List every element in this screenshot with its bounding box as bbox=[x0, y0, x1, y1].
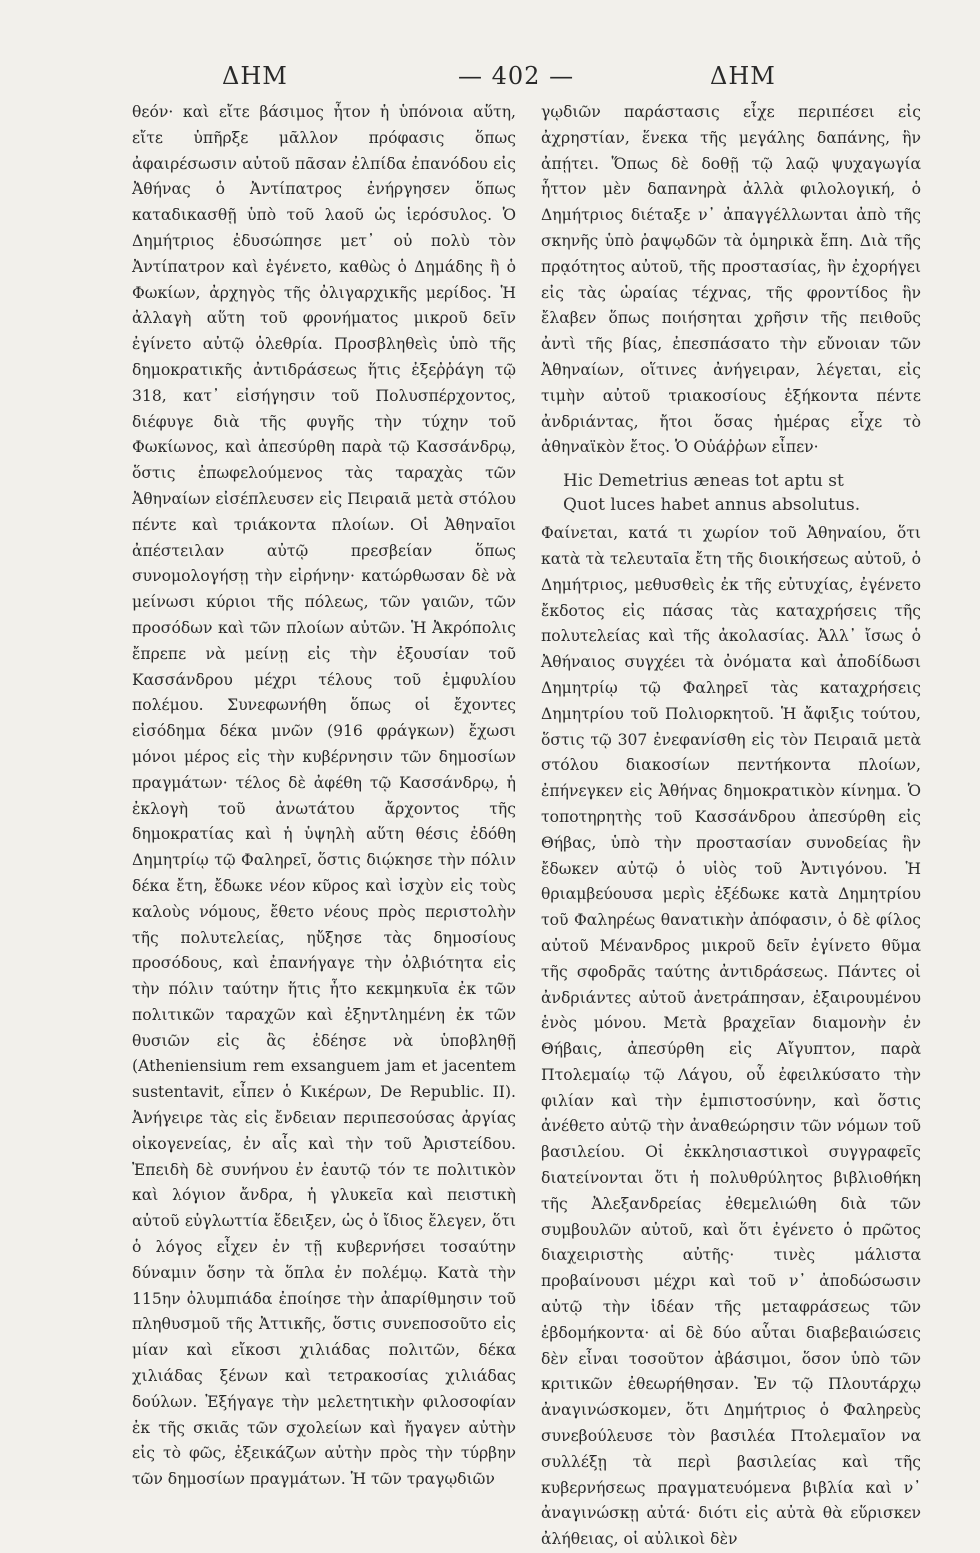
header-right-word: ΔΗΜ bbox=[710, 62, 776, 90]
running-header bbox=[130, 62, 830, 94]
right-column-text-bottom: Φαίνεται, κατά τι χωρίον τοῦ Ἀθηναίου, ὅτι κατὰ τὰ τελευταῖα ἔτη τῆς διοικήσεως αὐτοῦ, ὁ Δημήτριος, μεθυσθεὶς ἐκ τῆς εὐτυχίας, ἐγένετο ἔκδοτος εἰς πάσας τὰς καταχρήσεις τῆς πολυτελείας καὶ τῆς ἀκολασίας. Ἀλλ᾽ ἴσως ὁ Ἀθήναιος συγχέει τὰ ὀνόματα καὶ ἀποδίδωσι Δημητρίῳ τῷ Φαληρεῖ τὰς καταχρήσεις Δημητρίου τοῦ Πολιορκητοῦ. Ἡ ἄφιξις τούτου, ὅστις τῷ 307 ἐνεφανίσθη εἰς τὸν Πειραιᾶ μετὰ στόλου διακοσίων πεντήκοντα πλοίων, ἐπήνεγκεν εἰς Ἀθήνας δημοκρατικὸν κίνημα. Ὁ τοποτηρητὴς τοῦ Κασσάνδρου ἀπεσύρθη εἰς Θήβας, ὑπὸ τὴν προστασίαν συνοδείας ἣν ἔδωκεν αὐτῷ ὁ υἱὸς τοῦ Ἀντιγόνου. Ἡ θριαμβεύουσα μερὶς ἐξέδωκε κατὰ Δημητρίου τοῦ Φαληρέως θανατικὴν ἀπόφασιν, ὁ δὲ φίλος αὐτοῦ Μένανδρος μικροῦ δεῖν ἐγίνετο θῦμα τῆς σφοδρᾶς ταύτης ἀντιδράσεως. Πάντες οἱ ἀνδριάντες αὐτοῦ ἀνετράπησαν, ἐξαιρουμένου ἑνὸς μόνου. Μετὰ βραχεῖαν διαμονὴν ἐν Θήβαις, ἀπεσύρθη εἰς Αἴγυπτον, παρὰ Πτολεμαίῳ τῷ Λάγου, οὗ ἐφειλκύσατο τὴν φιλίαν καὶ τὴν ἐμπιστοσύνην, καὶ ὅστις ἀνέθετο αὐτῷ τὴν ἀναθεώρησιν τῶν νόμων τοῦ βασιλείου. Οἱ ἐκκλησιαστικοὶ συγγραφεῖς διατείνονται ὅτι ἡ πολυθρύλητος βιβλιοθήκη τῆς Ἀλεξανδρείας ἐθεμελιώθη διὰ τῶν συμβουλῶν αὐτοῦ, καὶ ὅτι ἐγένετο ὁ πρῶτος διαχειριστὴς αὐτῆς· τινὲς μάλιστα προβαίνουσι μέχρι καὶ τοῦ ν᾽ ἀποδώσωσιν αὐτῷ τὴν ἰδέαν τῆς μεταφράσεως τῶν ἑβδομήκοντα· αἱ δὲ δύο αὗται διαβεβαιώσεις δὲν εἶναι τοσοῦτον ἀβάσιμοι, ὅσον ὑπὸ τῶν κριτικῶν ἐθεωρήθησαν. Ἐν τῷ Πλουτάρχῳ ἀναγινώσκομεν, ὅτι Δημήτριος ὁ Φαληρεὺς συνεβούλευσε τὸν βασιλέα Πτολεμαῖον να συλλέξῃ τὰ περὶ βασιλείας καὶ τῆς κυβερνήσεως πραγματευόμενα βιβλία καὶ ν᾽ ἀναγινώσκῃ αὐτά· διότι εἰς αὐτὰ θὰ εὕρισκεν ἀλήθειας, οἱ αὐλικοὶ δὲν bbox=[541, 524, 921, 1549]
latin-verse-line-2: Quot luces habet annus absolutus. bbox=[563, 495, 861, 516]
right-column bbox=[541, 100, 921, 1553]
left-column bbox=[132, 100, 516, 1493]
header-left-word: ΔΗΜ bbox=[222, 62, 288, 90]
right-column-text-top: γῳδιῶν παράστασις εἶχε περιπέσει εἰς ἀχρηστίαν, ἕνεκα τῆς μεγάλης δαπάνης, ἣν ἀπῄτει. Ὅπως δὲ δοθῇ τῷ λαῷ ψυχαγωγία ἧττον μὲν δαπανηρὰ ἀλλὰ φιλολογική, ὁ Δημήτριος διέταξε ν᾽ ἀπαγγέλλωνται ἀπὸ τῆς σκηνῆς ὑπὸ ῥαψῳδῶν τὰ ὁμηρικὰ ἔπη. Διὰ τῆς πρᾳότητος αὐτοῦ, τῆς προστασίας, ἣν ἐχορήγει εἰς τὰς ὡραίας τέχνας, τῆς φροντίδος ἣν ἔλαβεν ὅπως ποιήσηται χρῆσιν τῆς πειθοῦς ἀντὶ τῆς βίας, ἐπεσπάσατο τὴν εὔνοιαν τῶν Ἀθηναίων, οἵτινες ἀνήγειραν, λέγεται, εἰς τιμὴν αὐτοῦ τριακοσίους ἑξήκοντα πέντε ἀνδριάντας, ἤτοι ὅσας ἡμέρας εἶχε τὸ ἀθηναϊκὸν ἔτος. Ὁ Οὐάῤῥων εἶπεν· bbox=[541, 103, 921, 457]
latin-verse-line-1: Hic Demetrius æneas tot aptu st bbox=[563, 471, 844, 492]
page-number: — 402 — bbox=[458, 62, 575, 90]
left-column-text: θεόν· καὶ εἴτε βάσιμος ἦτον ἡ ὑπόνοια αὕτη, εἴτε ὑπῆρξε μᾶλλον πρόφασις ὅπως ἀφαιρέσωσιν αὐτοῦ πᾶσαν ἐλπίδα ἐπανόδου εἰς Ἀθήνας ὁ Ἀντίπατρος ἐνήργησεν ὅπως καταδικασθῇ ὑπὸ τοῦ λαοῦ ὡς ἱερόσυλος. Ὁ Δημήτριος ἐδυσώπησε μετ᾽ οὐ πολὺ τὸν Ἀντίπατρον καὶ ἐγένετο, καθὼς ὁ Δημάδης ἢ ὁ Φωκίων, ἀρχηγὸς τῆς ὀλιγαρχικῆς μερίδος. Ἡ ἀλλαγὴ αὕτη τοῦ φρονήματος μικροῦ δεῖν ἐγίνετο αὐτῷ ὀλεθρία. Προσβληθεὶς ὑπὸ τῆς δημοκρατικῆς ἀντιδράσεως ἥτις ἐξεῤῥάγη τῷ 318, κατ᾽ εἰσήγησιν τοῦ Πολυσπέρχοντος, διέφυγε διὰ τῆς φυγῆς τὴν τύχην τοῦ Φωκίωνος, καὶ ἀπεσύρθη παρὰ τῷ Κασσάνδρῳ, ὅστις ἐπωφελούμενος τὰς ταραχὰς τῶν Ἀθηναίων εἰσέπλευσεν εἰς Πειραιᾶ μετὰ στόλου πέντε καὶ τριάκοντα πλοίων. Οἱ Ἀθηναῖοι ἀπέστειλαν αὐτῷ πρεσβείαν ὅπως συνομολογήσῃ τὴν εἰρήνην· κατώρθωσαν δὲ νὰ μείνωσι κύριοι τῆς πόλεως, τῶν γαιῶν, τῶν προσόδων καὶ τῶν πλοίων αὐτῶν. Ἡ Ἀκρόπολις ἔπρεπε νὰ μείνῃ εἰς τὴν ἐξουσίαν τοῦ Κασσάνδρου μέχρι τέλους τοῦ ἐμφυλίου πολέμου. Συνεφωνήθη ὅπως οἱ ἔχοντες εἰσόδημα δέκα μνῶν (916 φράγκων) ἔχωσι μόνοι μέρος εἰς τὴν κυβέρνησιν τῶν δημοσίων πραγμάτων· τέλος δὲ ἀφέθη τῷ Κασσάνδρῳ, ἡ ἐκλογὴ τοῦ ἀνωτάτου ἄρχοντος τῆς δημοκρατίας καὶ ἡ ὑψηλὴ αὕτη θέσις ἐδόθη Δημητρίῳ τῷ Φαληρεῖ, ὅστις διῴκησε τὴν πόλιν δέκα ἔτη, ἔδωκε νέον κῦρος καὶ ἰσχὺν εἰς τοὺς καλοὺς νόμους, ἔθετο νέους πρὸς περιστολὴν τῆς πολυτελείας, ηὔξησε τὰς δημοσίους προσόδους, καὶ ἐπανήγαγε τὴν ὀλβιότητα εἰς τὴν πόλιν ταύτην ἥτις ἦτο κεκμηκυῖα ἐκ τῶν πολιτικῶν ταραχῶν καὶ ἐξηντλημένη ἐκ τῶν θυσιῶν εἰς ἃς ἐδέησε νὰ ὑποβληθῇ (Atheniensium rem exsanguem jam et jacentem sustentavit, εἶπεν ὁ Κικέρων, De Republic. II). Ἀνήγειρε τὰς εἰς ἔνδειαν περιπεσούσας ἀργίας οἰκογενείας, ἐν αἷς καὶ τὴν τοῦ Ἀριστείδου. Ἐπειδὴ δὲ συνήνου ἐν ἑαυτῷ τόν τε πολιτικὸν καὶ λόγιον ἄνδρα, ἡ γλυκεῖα καὶ πειστικὴ αὐτοῦ εὐγλωττία ἔδειξεν, ὡς ὁ ἴδιος ἔλεγεν, ὅτι ὁ λόγος εἶχεν ἐν τῇ κυβερνήσει τοσαύτην δύναμιν ὅσην τὰ ὅπλα ἐν πολέμῳ. Κατὰ τὴν 115ην ὀλυμπιάδα ἐποίησε τὴν ἀπαρίθμησιν τοῦ πληθυσμοῦ τῆς Ἀττικῆς, ὅστις συνεποσοῦτο εἰς μίαν καὶ εἴκοσι χιλιάδας πολιτῶν, δέκα χιλιάδας ξένων καὶ τετρακοσίας χιλιάδας δούλων. Ἐξήγαγε τὴν μελετητικὴν φιλοσοφίαν ἐκ τῆς σκιᾶς τῶν σχολείων καὶ ἤγαγεν αὐτὴν εἰς τὸ φῶς, ἐξεικάζων αὐτὴν πρὸς τὴν τύρβην τῶν δημοσίων πραγμάτων. Ἡ τῶν τραγῳδιῶν bbox=[132, 103, 516, 1489]
latin-verse bbox=[563, 469, 921, 517]
